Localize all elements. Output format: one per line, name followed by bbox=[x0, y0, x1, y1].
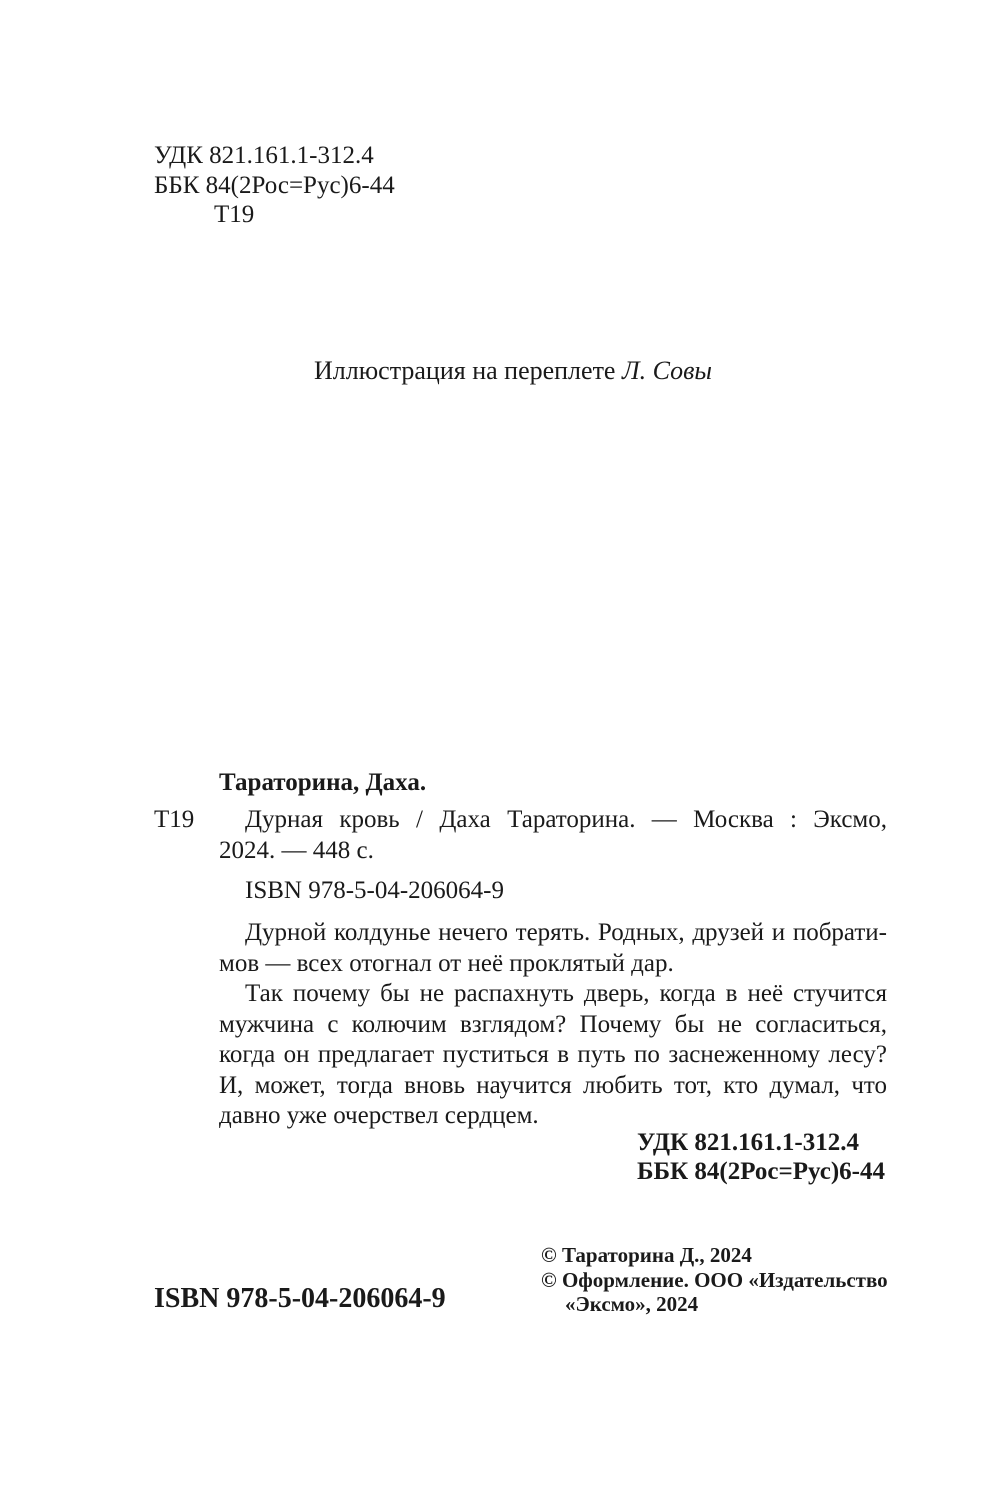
udk-code-right: УДК 821.161.1-312.4 bbox=[637, 1129, 859, 1156]
illustration-credit bbox=[314, 356, 712, 386]
copyright-design-line-2: «Эксмо», 2024 bbox=[565, 1292, 699, 1316]
bbk-code-top: ББК 84(2Рос=Рус)6-44 bbox=[154, 172, 395, 199]
copyright-author: © Тараторина Д., 2024 bbox=[541, 1243, 752, 1267]
isbn-bottom: ISBN 978-5-04-206064-9 bbox=[154, 1283, 446, 1314]
annotation bbox=[219, 918, 887, 1132]
author-sign-top: Т19 bbox=[214, 201, 255, 228]
copyright-design-line-1: © Оформление. ООО «Издательство bbox=[541, 1268, 888, 1292]
author-sign: Т19 bbox=[154, 806, 195, 833]
illustration-artist: Л. Совы bbox=[621, 356, 713, 385]
illustration-credit-prefix: Иллюстрация на переплете bbox=[314, 356, 622, 385]
author-heading: Тараторина, Даха. bbox=[219, 769, 427, 796]
bbk-code-right: ББК 84(2Рос=Рус)6-44 bbox=[637, 1158, 885, 1185]
isbn-record: ISBN 978-5-04-206064-9 bbox=[245, 877, 505, 904]
annotation-paragraph-1: Дурной колдунье нечего терять. Родных, друзей и побратимов — всех отогнал от неё проклятый дар. bbox=[219, 919, 887, 977]
udk-code-top: УДК 821.161.1-312.4 bbox=[154, 142, 374, 169]
annotation-paragraph-2: Так почему бы не распахнуть дверь, когда в неё стучится мужчина с колючим взглядом? Почему бы не согласиться, когда он предлагает пуститься в путь по заснеженному лесу? И, может, тогда вновь научится любить тот, кто думал, что давно уже очерствел сердцем. bbox=[219, 980, 887, 1129]
bibliographic-description-line-2: 2024. — 448 с. bbox=[219, 837, 374, 864]
bibliographic-description-line-1: Дурная кровь / Даха Тараторина. — Москва : Эксмо, bbox=[245, 806, 887, 833]
